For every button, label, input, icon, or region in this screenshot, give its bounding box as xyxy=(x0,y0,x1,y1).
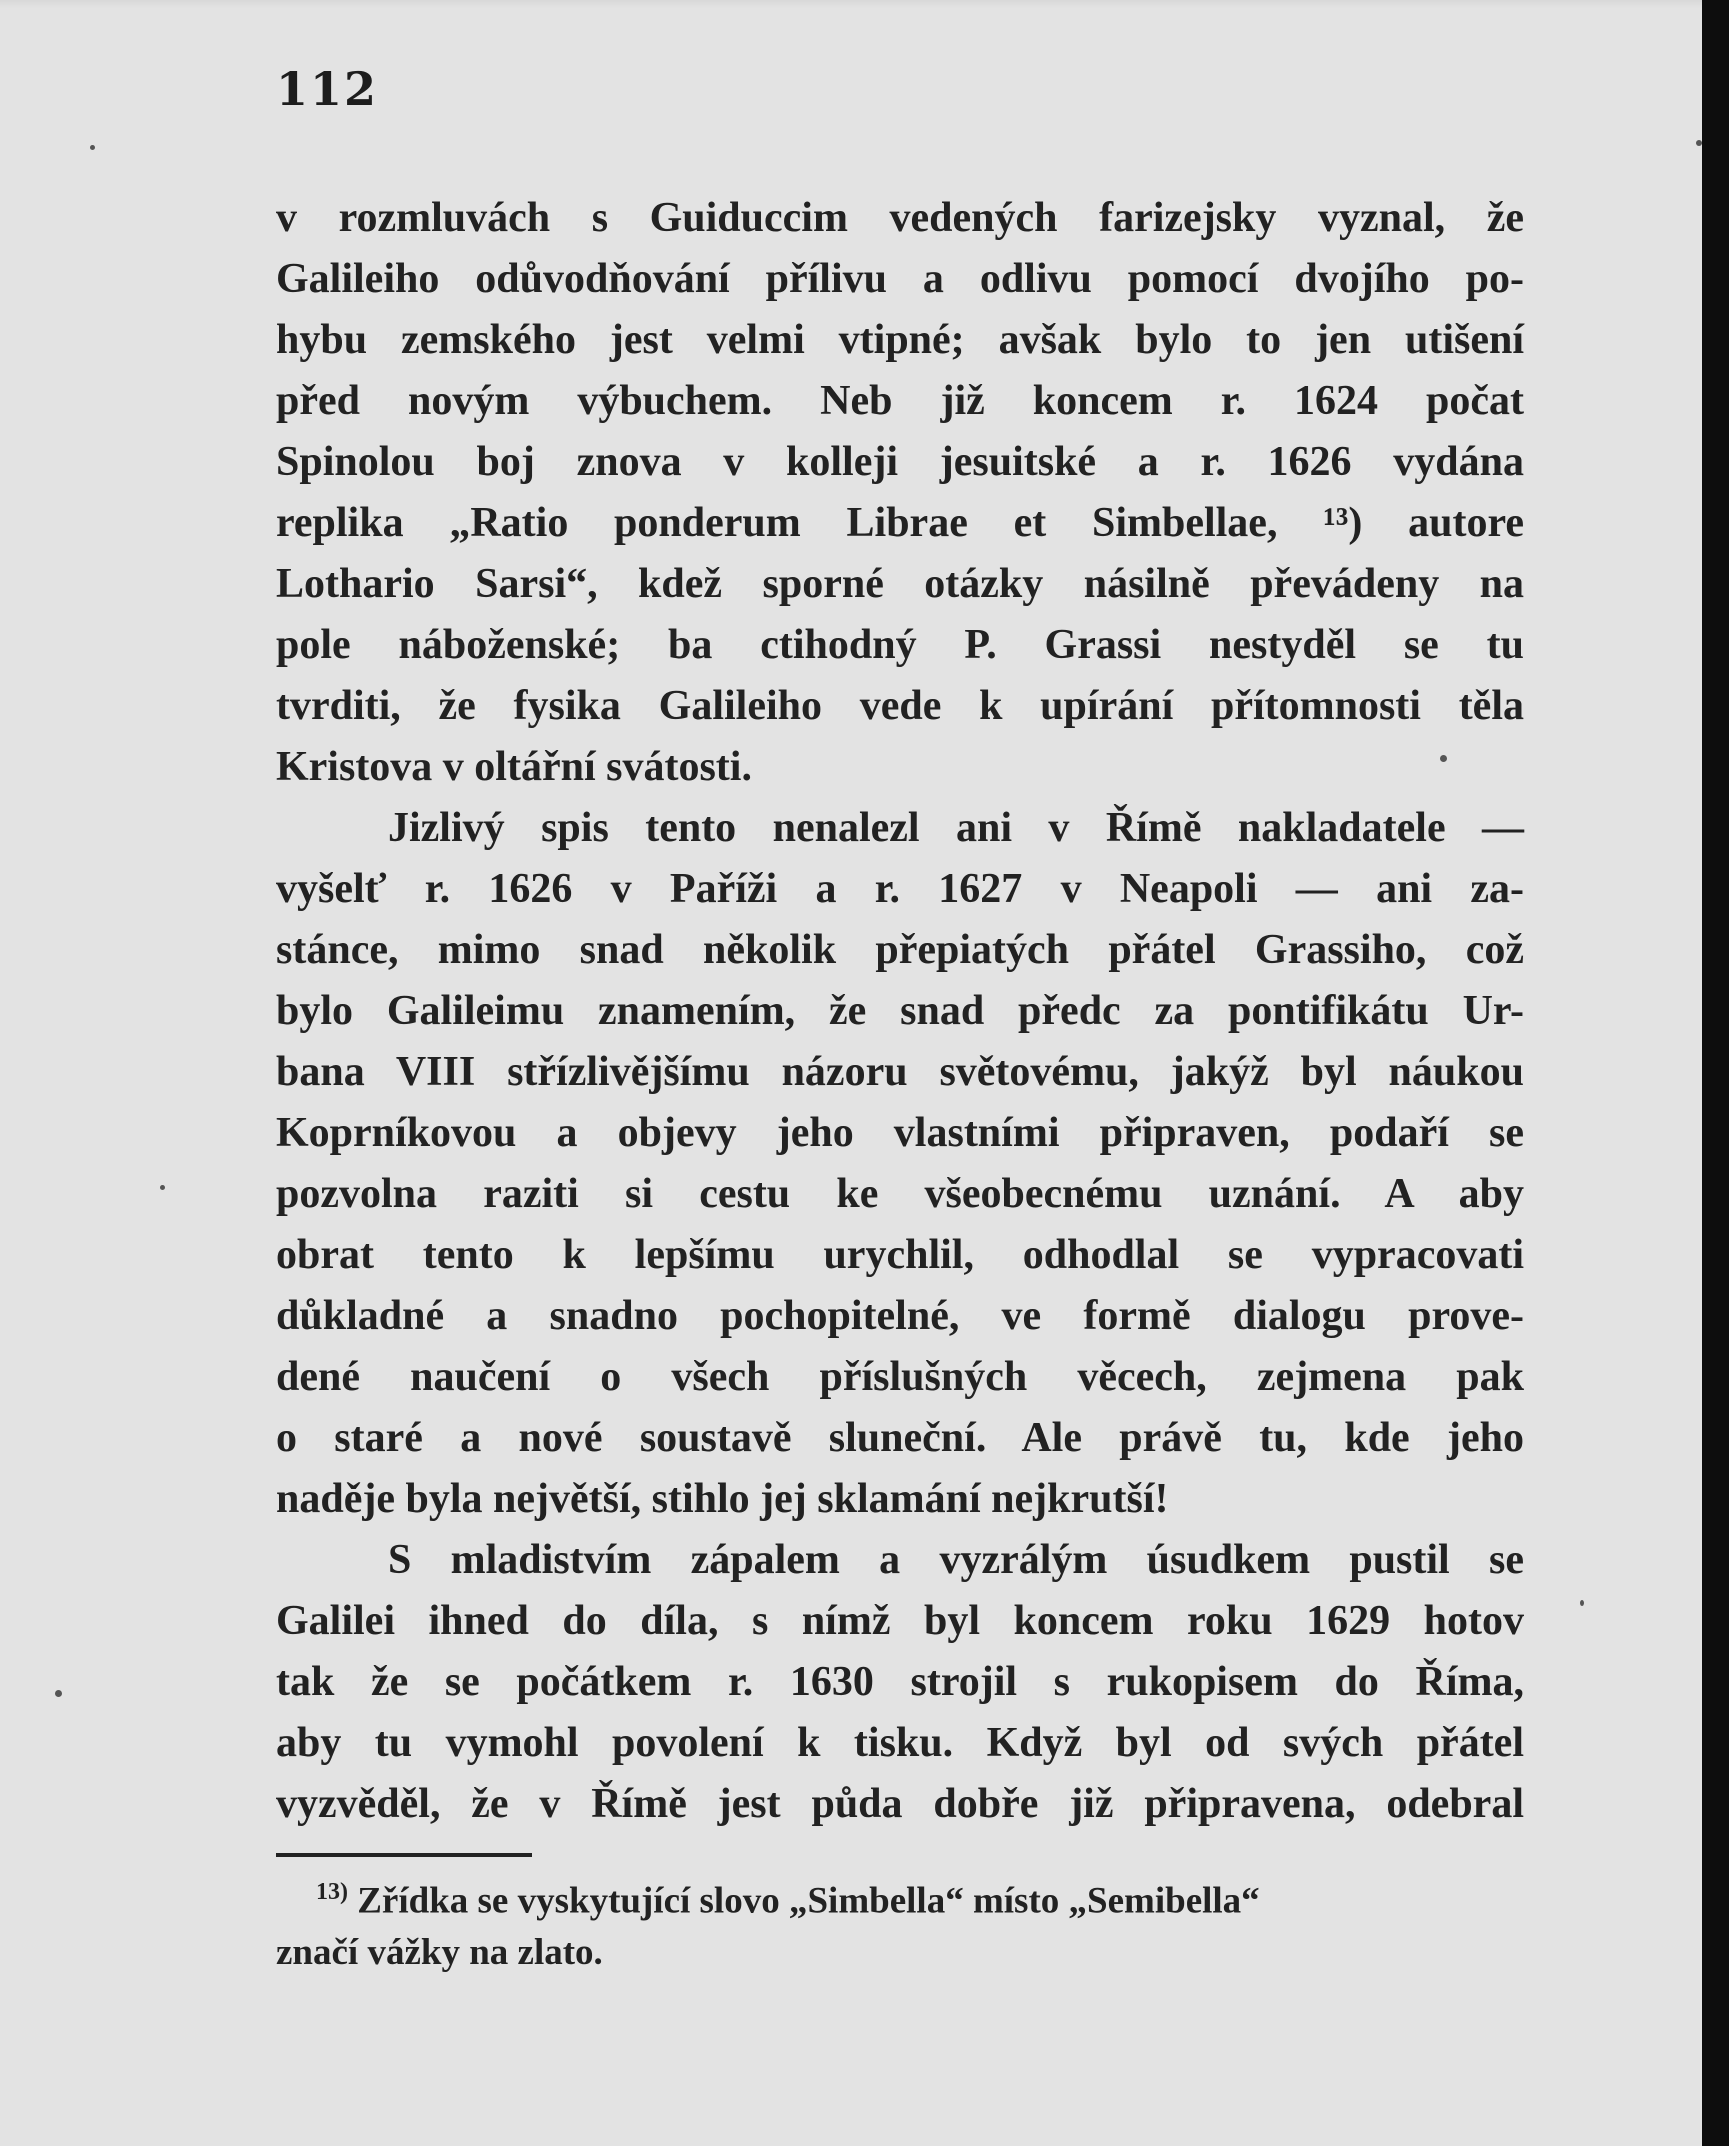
text-line: hybu zemského jest velmi vtipné; avšak bylo to jen utišení xyxy=(276,317,1524,363)
page-number: 112 xyxy=(276,62,379,116)
text-line: S mladistvím zápalem a vyzrálým úsudkem pustil se xyxy=(388,1537,1524,1583)
text-line: Jizlivý spis tento nenalezl ani v Římě nakladatele — xyxy=(388,805,1524,851)
scan-border xyxy=(1702,0,1729,2146)
text-line: Galileiho odůvodňování přílivu a odlivu pomocí dvojího po- xyxy=(276,256,1524,302)
text-line: dené naučení o všech příslušných věcech, zejmena pak xyxy=(276,1354,1524,1400)
footnote-line xyxy=(276,1866,1524,1927)
text-line: před novým výbuchem. Neb již koncem r. 1624 počat xyxy=(276,378,1524,424)
text-line: důkladné a snadno pochopitelné, ve formě dialogu prove- xyxy=(276,1293,1524,1339)
scan-speck xyxy=(1440,755,1447,762)
text-line: tvrditi, že fysika Galileiho vede k upírání přítomnosti těla xyxy=(276,683,1524,729)
text-line: aby tu vymohl povolení k tisku. Když byl od svých přátel xyxy=(276,1720,1524,1766)
scan-speck xyxy=(160,1185,165,1190)
text-line: vyšelť r. 1626 v Paříži a r. 1627 v Neapoli — ani za- xyxy=(276,866,1524,912)
text-line: tak že se počátkem r. 1630 strojil s rukopisem do Říma, xyxy=(276,1659,1524,1705)
text-line: Koprníkovou a objevy jeho vlastními připraven, podaří se xyxy=(276,1110,1524,1156)
scan-speck xyxy=(55,1690,62,1697)
text-line: Galilei ihned do díla, s nímž byl koncem roku 1629 hotov xyxy=(276,1598,1524,1644)
scan-speck xyxy=(1580,1600,1584,1606)
text-line: stánce, mimo snad několik přepiatých přátel Grassiho, což xyxy=(276,927,1524,973)
scan-speck xyxy=(90,145,95,150)
top-edge xyxy=(0,0,1702,8)
text-line: naděje byla největší, stihlo jej sklamání nejkrutší! xyxy=(276,1476,1169,1522)
footnote-line: značí vážky na zlato. xyxy=(276,1932,603,1974)
text-line: o staré a nové soustavě sluneční. Ale právě tu, kde jeho xyxy=(276,1415,1524,1461)
body-text xyxy=(276,188,1524,1835)
text-line: obrat tento k lepšímu urychlil, odhodlal se vypracovati xyxy=(276,1232,1524,1278)
text-line: Lothario Sarsi“, kdež sporné otázky násilně převádeny na xyxy=(276,561,1524,607)
text-line: Spinolou boj znova v kolleji jesuitské a r. 1626 vydána xyxy=(276,439,1524,485)
text-line: replika „Ratio ponderum Librae et Simbellae, ¹³) autore xyxy=(276,500,1524,546)
text-line: Kristova v oltářní svátosti. xyxy=(276,744,752,790)
footnote-marker: 13) xyxy=(316,1879,348,1905)
footnote-text: Zřídka se vyskytující slovo „Simbella“ místo „Semibella“ xyxy=(357,1880,1260,1922)
text-line: pole náboženské; ba ctihodný P. Grassi nestyděl se tu xyxy=(276,622,1524,668)
text-line: v rozmluvách s Guiduccim vedených farizejsky vyznal, že xyxy=(276,195,1524,241)
footnote xyxy=(276,1866,1524,1979)
text-line: pozvolna raziti si cestu ke všeobecnému uznání. A aby xyxy=(276,1171,1524,1217)
text-line: bylo Galileimu znamením, že snad předc za pontifikátu Ur- xyxy=(276,988,1524,1034)
footnote-rule xyxy=(276,1853,532,1857)
text-line: vyzvěděl, že v Římě jest půda dobře již připravena, odebral xyxy=(276,1781,1524,1827)
text-line: bana VIII střízlivějšímu názoru světovému, jakýž byl náukou xyxy=(276,1049,1524,1095)
